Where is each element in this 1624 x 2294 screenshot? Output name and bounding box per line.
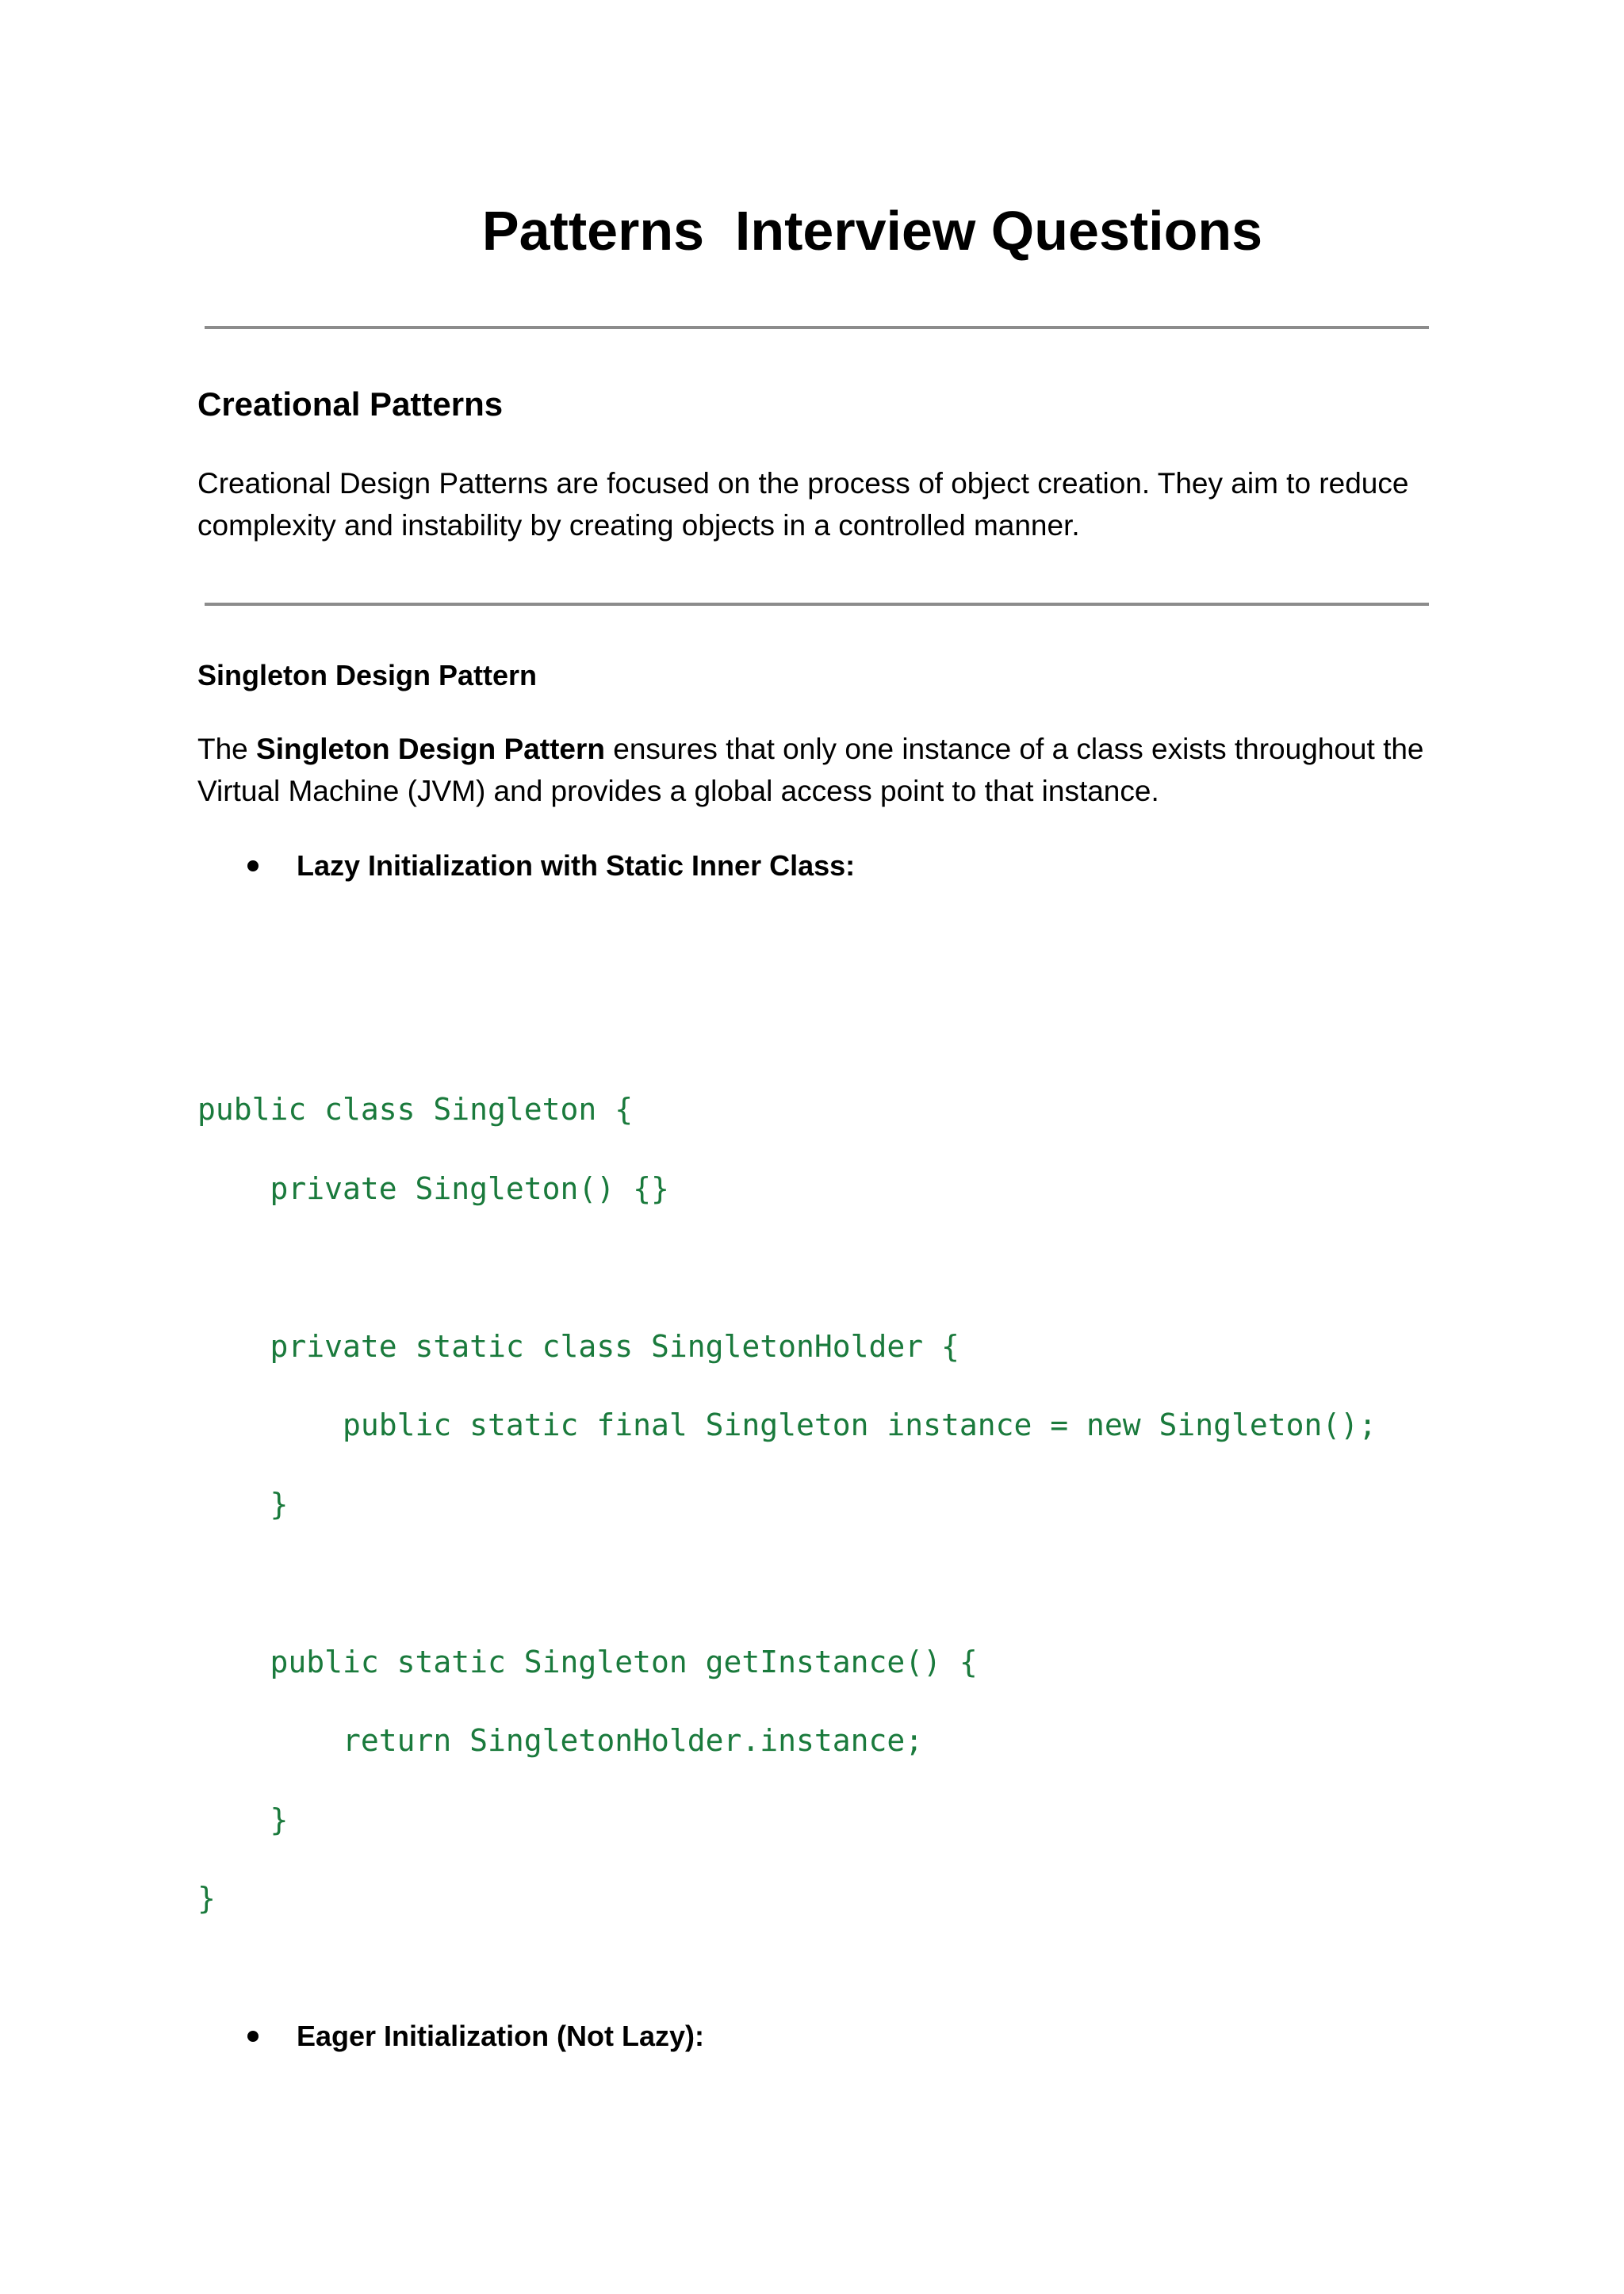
- code-line: return SingletonHolder.instance;: [197, 1723, 924, 1758]
- horizontal-rule: [205, 603, 1429, 606]
- creational-description: Creational Design Patterns are focused on the process of object creation. They aim to reduce complexity and instability by creating objects in a controlled manner.: [197, 467, 1409, 542]
- section-heading-creational: Creational Patterns: [197, 385, 504, 423]
- code-line: public static final Singleton instance = new Singleton();: [197, 1407, 1377, 1442]
- code-line: public static Singleton getInstance() {: [197, 1644, 978, 1679]
- singleton-desc-bold: Singleton Design Pattern: [256, 733, 605, 765]
- code-line: [197, 1544, 1377, 1623]
- code-line: }: [197, 1486, 289, 1522]
- singleton-desc-suffix: ensures that only one instance of a class exists throughout the Virtual Machine (JVM) and provides a global access point to that instance.: [197, 733, 1424, 807]
- code-block-singleton: [197, 1070, 1377, 1939]
- bullet-dot-icon: [247, 860, 259, 871]
- code-line: }: [197, 1881, 216, 1916]
- subsection-heading-singleton: Singleton Design Pattern: [197, 659, 538, 691]
- bullet-dot-icon: [247, 2031, 259, 2042]
- page-title: Patterns Interview Questions: [481, 200, 1263, 262]
- list-item-label: Lazy Initialization with Static Inner Class:: [297, 849, 856, 882]
- horizontal-rule: [205, 326, 1429, 329]
- code-line: [197, 1228, 1377, 1308]
- list-item-eager: [247, 2013, 704, 2060]
- code-line: }: [197, 1802, 289, 1837]
- code-line: private static class SingletonHolder {: [197, 1328, 959, 1364]
- code-line: private Singleton() {}: [197, 1170, 669, 1206]
- list-item-label: Eager Initialization (Not Lazy):: [297, 2020, 705, 2052]
- code-line: public class Singleton {: [197, 1092, 634, 1127]
- singleton-description: [197, 728, 1450, 812]
- singleton-desc-prefix: The: [197, 733, 257, 765]
- list-item-lazy: [247, 842, 855, 890]
